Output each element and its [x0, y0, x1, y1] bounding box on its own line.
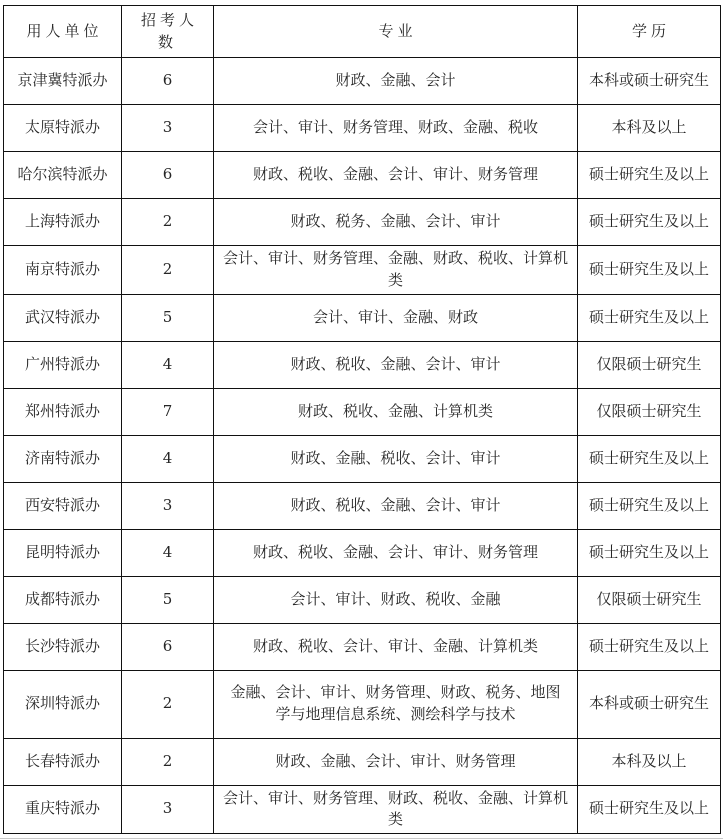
cell-employer: 上海特派办 — [4, 199, 122, 246]
cell-major: 财政、税收、金融、会计、审计 — [214, 341, 578, 388]
cell-education: 硕士研究生及以上 — [578, 529, 721, 576]
cell-headcount: 6 — [122, 623, 214, 670]
table-row — [4, 576, 721, 623]
cell-headcount: 2 — [122, 199, 214, 246]
cell-employer: 哈尔滨特派办 — [4, 152, 122, 199]
cell-headcount: 4 — [122, 529, 214, 576]
cell-employer: 济南特派办 — [4, 435, 122, 482]
cell-education: 硕士研究生及以上 — [578, 294, 721, 341]
cell-major: 财政、金融、会计、审计、财务管理 — [214, 738, 578, 785]
cell-major: 会计、审计、金融、财政 — [214, 294, 578, 341]
cell-employer: 南京特派办 — [4, 246, 122, 295]
cell-employer: 广州特派办 — [4, 341, 122, 388]
header-cell-major: 专业 — [214, 6, 578, 58]
cell-headcount: 2 — [122, 738, 214, 785]
cell-education: 硕士研究生及以上 — [578, 482, 721, 529]
table-row — [4, 670, 721, 738]
cell-headcount: 4 — [122, 341, 214, 388]
cell-employer: 武汉特派办 — [4, 294, 122, 341]
table-row — [4, 435, 721, 482]
cell-education: 本科及以上 — [578, 738, 721, 785]
cell-employer: 郑州特派办 — [4, 388, 122, 435]
table-row — [4, 199, 721, 246]
cell-headcount: 6 — [122, 58, 214, 105]
table-row — [4, 294, 721, 341]
cell-major: 会计、审计、财务管理、金融、财政、税收、计算机类 — [214, 246, 578, 295]
cell-employer: 长沙特派办 — [4, 623, 122, 670]
table-row — [4, 482, 721, 529]
table-row — [4, 785, 721, 834]
table-row — [4, 152, 721, 199]
cell-employer: 重庆特派办 — [4, 785, 122, 834]
cell-employer: 西安特派办 — [4, 482, 122, 529]
cell-employer: 成都特派办 — [4, 576, 122, 623]
cell-headcount: 6 — [122, 152, 214, 199]
cell-education: 硕士研究生及以上 — [578, 199, 721, 246]
partial-row-line — [0, 838, 723, 839]
cell-employer: 深圳特派办 — [4, 670, 122, 738]
cell-education: 本科或硕士研究生 — [578, 670, 721, 738]
table-row — [4, 738, 721, 785]
cell-employer: 太原特派办 — [4, 105, 122, 152]
cell-education: 硕士研究生及以上 — [578, 435, 721, 482]
cell-education: 本科及以上 — [578, 105, 721, 152]
cell-headcount: 5 — [122, 294, 214, 341]
cell-headcount: 3 — [122, 105, 214, 152]
cell-major: 财政、税务、金融、会计、审计 — [214, 199, 578, 246]
cell-employer: 京津冀特派办 — [4, 58, 122, 105]
cell-education: 仅限硕士研究生 — [578, 341, 721, 388]
header-cell-headcount: 招考人数 — [122, 6, 214, 58]
cell-headcount: 2 — [122, 246, 214, 295]
cell-employer: 昆明特派办 — [4, 529, 122, 576]
header-row — [4, 6, 721, 58]
cell-education: 硕士研究生及以上 — [578, 246, 721, 295]
cell-headcount: 5 — [122, 576, 214, 623]
cell-major: 金融、会计、审计、财务管理、财政、税务、地图学与地理信息系统、测绘科学与技术 — [214, 670, 578, 738]
cell-major: 财政、税收、金融、计算机类 — [214, 388, 578, 435]
cell-headcount: 7 — [122, 388, 214, 435]
header-cell-employer: 用人单位 — [4, 6, 122, 58]
table-row — [4, 58, 721, 105]
cell-education: 仅限硕士研究生 — [578, 576, 721, 623]
cell-education: 硕士研究生及以上 — [578, 785, 721, 834]
table-row — [4, 341, 721, 388]
cell-major: 财政、税收、会计、审计、金融、计算机类 — [214, 623, 578, 670]
cell-education: 硕士研究生及以上 — [578, 152, 721, 199]
cell-headcount: 2 — [122, 670, 214, 738]
table-row — [4, 105, 721, 152]
cell-education: 本科或硕士研究生 — [578, 58, 721, 105]
table-body — [4, 58, 721, 834]
table-row — [4, 623, 721, 670]
cell-major: 财政、税收、金融、会计、审计、财务管理 — [214, 152, 578, 199]
cell-major: 会计、审计、财务管理、财政、金融、税收 — [214, 105, 578, 152]
cell-major: 财政、税收、金融、会计、审计、财务管理 — [214, 529, 578, 576]
cell-major: 会计、审计、财政、税收、金融 — [214, 576, 578, 623]
cell-major: 财政、金融、会计 — [214, 58, 578, 105]
header-cell-education: 学历 — [578, 6, 721, 58]
table-row — [4, 529, 721, 576]
cell-major: 会计、审计、财务管理、财政、税收、金融、计算机类 — [214, 785, 578, 834]
table-row — [4, 388, 721, 435]
cell-education: 仅限硕士研究生 — [578, 388, 721, 435]
cell-education: 硕士研究生及以上 — [578, 623, 721, 670]
table-row — [4, 246, 721, 295]
recruitment-table — [3, 5, 721, 834]
cell-headcount: 3 — [122, 482, 214, 529]
cell-major: 财政、税收、金融、会计、审计 — [214, 482, 578, 529]
cell-major: 财政、金融、税收、会计、审计 — [214, 435, 578, 482]
cell-employer: 长春特派办 — [4, 738, 122, 785]
cell-headcount: 3 — [122, 785, 214, 834]
cell-headcount: 4 — [122, 435, 214, 482]
